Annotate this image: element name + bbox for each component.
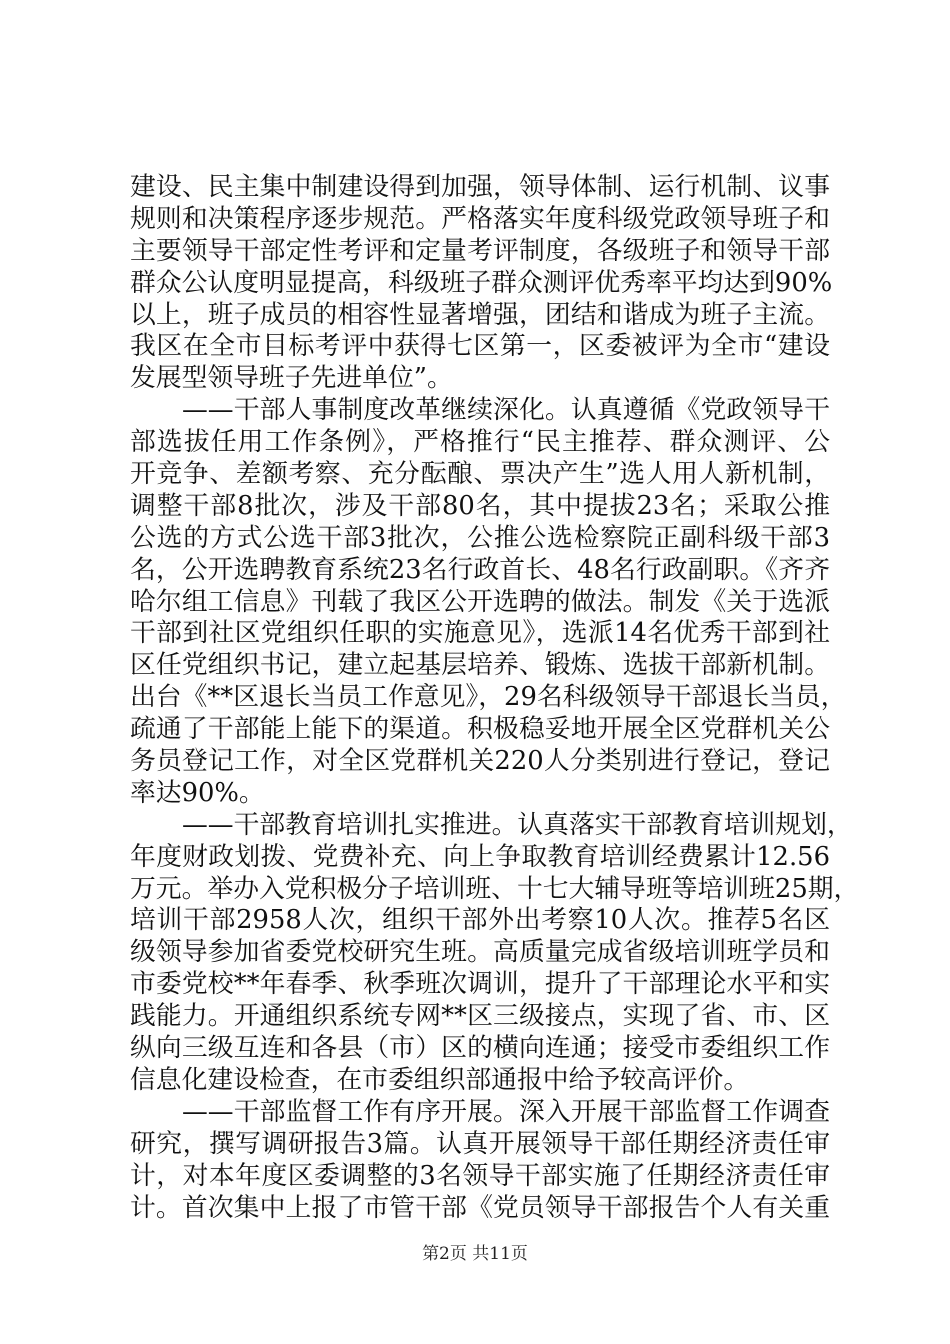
text-line: 群众公认度明显提高，科级班子群众测评优秀率平均达到90% (130, 267, 833, 298)
text-line: ——干部监督工作有序开展。深入开展干部监督工作调查 (182, 1096, 830, 1127)
text-line: 市委党校**年春季、秋季班次调训，提升了干部理论水平和实 (130, 969, 830, 1000)
text-line: 践能力。开通组织系统专网**区三级接点，实现了省、市、区 (130, 1001, 830, 1032)
text-line: 规则和决策程序逐步规范。严格落实年度科级党政领导班子和 (130, 203, 830, 234)
text-line: 培训干部2958人次，组织干部外出考察10人次。推荐5名区 (130, 905, 830, 936)
text-line: 信息化建设检查，在市委组织部通报中给予较高评价。 (130, 1064, 750, 1095)
text-line: 建设、民主集中制建设得到加强，领导体制、运行机制、议事 (130, 172, 830, 202)
text-line: 哈尔组工信息》刊载了我区公开选聘的做法。制发《关于选派 (130, 586, 830, 617)
text-line: 我区在全市目标考评中获得七区第一，区委被评为全市“建设 (130, 331, 830, 362)
text-line: 年度财政划拨、党费补充、向上争取教育培训经费累计12.56 (130, 841, 830, 872)
text-line: 部选拔任用工作条例》，严格推行“民主推荐、群众测评、公 (130, 427, 830, 458)
page-footer (0, 1243, 950, 1265)
text-line: 公选的方式公选干部3批次，公推公选检察院正副科级干部3 (130, 522, 830, 553)
text-line: 级领导参加省委党校研究生班。高质量完成省级培训班学员和 (130, 937, 830, 968)
text-line: 调整干部8批次，涉及干部80名，其中提拔23名；采取公推 (130, 490, 830, 521)
text-line: ——干部教育培训扎实推进。认真落实干部教育培训规划， (182, 809, 853, 840)
text-line: 发展型领导班子先进单位”。 (130, 363, 453, 394)
text-line: 务员登记工作，对全区党群机关220人分类别进行登记，登记 (130, 746, 830, 777)
text-line: 主要领导干部定性考评和定量考评制度，各级班子和领导干部 (130, 235, 830, 266)
document-body (130, 172, 860, 1224)
text-line: 区任党组织书记，建立起基层培养、锻炼、选拔干部新机制。 (130, 650, 830, 681)
text-line: ——干部人事制度改革继续深化。认真遵循《党政领导干 (182, 395, 830, 426)
text-line: 万元。举办入党积极分子培训班、十七大辅导班等培训班25期， (130, 873, 860, 904)
text-line: 率达90%。 (130, 777, 265, 808)
text-line: 研究，撰写调研报告3篇。认真开展领导干部任期经济责任审 (130, 1128, 830, 1159)
text-line: 以上，班子成员的相容性显著增强，团结和谐成为班子主流。 (130, 299, 830, 330)
text-line: 名，公开选聘教育系统23名行政首长、48名行政副职。《齐齐 (130, 554, 830, 585)
text-line: 开竞争、差额考察、充分酝酿、票决产生”选人用人新机制， (130, 459, 830, 490)
text-line: 纵向三级互连和各县（市）区的横向连通；接受市委组织工作 (130, 1033, 830, 1064)
text-line: 计，对本年度区委调整的3名领导干部实施了任期经济责任审 (130, 1160, 830, 1191)
text-line: 计。首次集中上报了市管干部《党员领导干部报告个人有关重 (130, 1192, 830, 1223)
text-line: 出台《**区退长当员工作意见》，29名科级领导干部退长当员， (130, 682, 847, 713)
text-line: 干部到社区党组织任职的实施意见》，选派14名优秀干部到社 (130, 618, 830, 649)
text-line: 疏通了干部能上能下的渠道。积极稳妥地开展全区党群机关公 (130, 714, 830, 745)
page-number-label: 第2页 共11页 (422, 1244, 528, 1264)
